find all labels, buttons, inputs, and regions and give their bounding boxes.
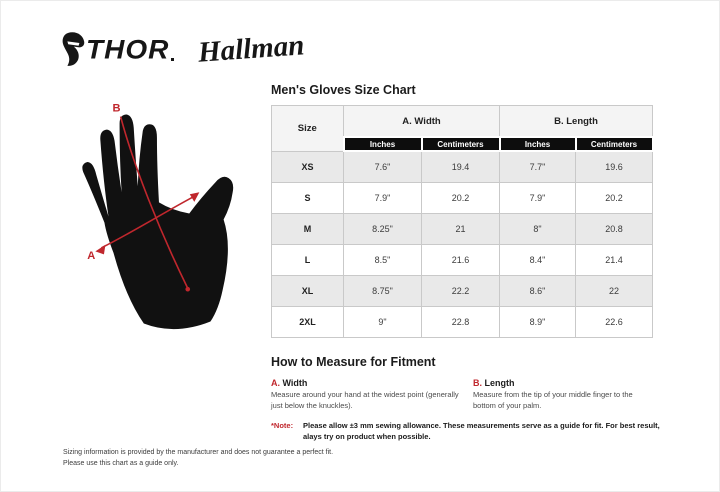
disclaimer-line-2: Please use this chart as a guide only. <box>63 459 179 467</box>
thor-helmet-icon <box>61 28 85 70</box>
width-group-header: A. Width <box>344 106 500 138</box>
table-cell: 22.8 <box>422 307 500 338</box>
size-label: L <box>272 245 344 276</box>
glove-label-a: A <box>87 249 96 262</box>
size-column-header: Size <box>272 106 344 152</box>
glove-measurement-figure <box>59 85 266 343</box>
size-label: XS <box>272 151 344 183</box>
thor-wordmark: THOR <box>86 34 170 65</box>
table-cell: 8.4" <box>500 245 576 276</box>
brand-logos <box>61 25 305 73</box>
width-prefix: A. <box>271 378 280 388</box>
length-line-end-dot <box>185 287 190 292</box>
length-inches-header: Inches <box>500 137 576 151</box>
table-cell: 8.25" <box>344 214 422 245</box>
table-cell: 7.9" <box>344 183 422 214</box>
table-cell: 9" <box>344 307 422 338</box>
disclaimer-line-1: Sizing information is provided by the manufacturer and does not guarantee a perfect fit. <box>63 449 334 456</box>
table-cell: 8.75" <box>344 276 422 307</box>
length-group-header: B. Length <box>500 106 653 138</box>
table-row-l <box>272 245 653 276</box>
table-cell: 19.6 <box>576 151 653 183</box>
length-centimeters-header: Centimeters <box>576 137 653 151</box>
table-cell: 20.2 <box>576 183 653 214</box>
width-inches-header: Inches <box>344 137 422 151</box>
table-row-s <box>272 183 653 214</box>
table-cell: 7.7" <box>500 151 576 183</box>
table-row-m <box>272 214 653 245</box>
table-cell: 21.6 <box>422 245 500 276</box>
fitment-item-heading <box>271 378 473 388</box>
glove-label-b: B <box>112 102 121 115</box>
page-title: Men's Gloves Size Chart <box>271 83 416 97</box>
size-label: S <box>272 183 344 214</box>
table-cell: 22 <box>576 276 653 307</box>
table-row-xs <box>272 151 653 183</box>
size-label: 2XL <box>272 307 344 338</box>
width-centimeters-header: Centimeters <box>422 137 500 151</box>
fitment-item-length <box>473 378 659 411</box>
hallman-wordmark: Hallman <box>197 29 306 69</box>
table-cell: 7.9" <box>500 183 576 214</box>
table-row-xl <box>272 276 653 307</box>
size-label: M <box>272 214 344 245</box>
size-label: XL <box>272 276 344 307</box>
fitment-columns <box>271 378 659 411</box>
table-cell: 21 <box>422 214 500 245</box>
thor-logo <box>61 28 174 70</box>
thor-trademark-dot <box>171 58 174 61</box>
table-cell: 8.5" <box>344 245 422 276</box>
fitment-section-title: How to Measure for Fitment <box>271 355 436 369</box>
table-cell: 21.4 <box>576 245 653 276</box>
disclaimer <box>63 448 333 470</box>
table-cell: 20.2 <box>422 183 500 214</box>
table-cell: 7.6" <box>344 151 422 183</box>
length-prefix: B. <box>473 378 482 388</box>
width-label: Width <box>282 378 308 388</box>
table-cell: 8.6" <box>500 276 576 307</box>
width-description: Measure around your hand at the widest point (generally just below the knuckles). <box>271 390 459 410</box>
length-label: Length <box>484 378 515 388</box>
sizing-note <box>271 420 661 443</box>
fitment-item-width <box>271 378 473 411</box>
table-cell: 8.9" <box>500 307 576 338</box>
fitment-item-heading <box>473 378 659 388</box>
note-text: Please allow ±3 mm sewing allowance. These measurements serve as a guide for fit. For best result, alays try on product when possible. <box>303 421 660 442</box>
table-cell: 8" <box>500 214 576 245</box>
size-chart-table <box>271 105 654 338</box>
table-cell: 19.4 <box>422 151 500 183</box>
table-row-2xl <box>272 307 653 338</box>
width-arrowhead-left <box>95 245 105 255</box>
note-label: *Note: <box>271 421 294 430</box>
table-cell: 22.6 <box>576 307 653 338</box>
length-description: Measure from the tip of your middle finger to the bottom of your palm. <box>473 390 633 410</box>
table-cell: 20.8 <box>576 214 653 245</box>
table-cell: 22.2 <box>422 276 500 307</box>
